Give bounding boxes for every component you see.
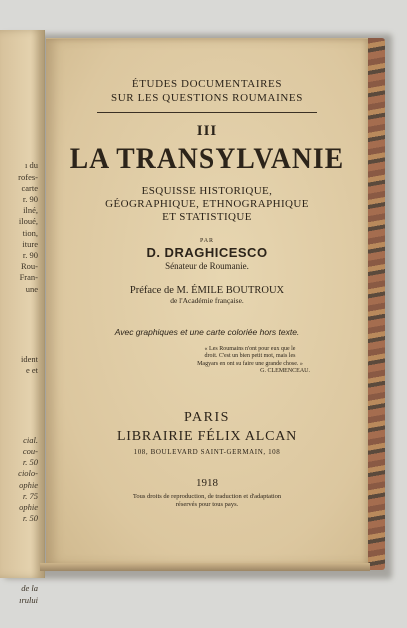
publisher-name: LIBRAIRIE FÉLIX ALCAN [116,428,298,444]
volume-number: III [196,123,218,139]
epigraph-quote [170,346,330,376]
left-page-line: iloué, [18,216,38,227]
quote-line3: Magyars en ont su faire une grande chose. » [197,360,303,367]
left-page-line: iture [22,238,38,249]
quote-line2: droit. C'est un bien petit mot, mais les [204,353,296,360]
publisher-address: 108, BOULEVARD SAINT-GERMAIN, 108 [133,447,281,456]
quote-line1: « Les Roumains n'ont pour eux que le [204,346,296,352]
book-subtitle [46,185,368,224]
left-page-line: Rou- [21,261,38,272]
series-title-line2: SUR LES QUESTIONS ROUMAINES [111,92,303,104]
author-role: Sénateur de Roumanie. [165,261,249,271]
left-page-line: Fran- [19,272,38,283]
left-page-line: r. 90 [22,194,38,205]
quote-author: G. CLEMENCEAU. [260,368,310,375]
left-page-line: ırului [19,594,38,605]
left-page-line: ident [21,353,38,364]
divider-rule [97,112,317,113]
title-page-content [46,77,368,509]
preface-credit: Préface de M. ÉMILE BOUTROUX [129,285,285,296]
left-page-line: cial. [23,434,38,445]
publisher-city: PARIS [184,409,230,425]
left-page-line: tion, [22,227,38,238]
left-facing-page [0,30,45,605]
rights-line2: réservés pour tous pays. [175,500,239,508]
rights-line1: Tous droits de reproduction, de traduction et d'adaptation [132,492,282,500]
left-page-line: ilné, [23,205,38,216]
book-bottom-edge [40,563,370,571]
left-text-block-c [0,435,38,525]
book-spine-edge [365,38,385,570]
author-name: D. DRAGHICESCO [146,245,268,260]
left-text-block-b [0,354,38,376]
left-text-block-d [0,583,38,605]
preface-role: de l'Académie française. [170,296,244,305]
book-title: LA TRANSYLVANIE [69,142,345,175]
illustrations-note: Avec graphiques et une carte coloriée hors texte. [114,327,300,337]
left-page-line: ı du [25,160,38,171]
left-page-text [0,138,38,628]
left-page-line: r. 50 [22,457,38,468]
left-page-line: ciolo- [18,468,38,479]
series-title-line1: ÉTUDES DOCUMENTAIRES [131,78,283,90]
publication-year: 1918 [196,476,218,489]
left-page-line: rofes- [18,171,38,182]
left-page-line: r. 50 [22,513,38,524]
left-page-line: carte [21,182,38,193]
par-label: PAR [199,238,215,244]
left-page-line: e et [25,364,38,375]
title-page [46,38,368,565]
subtitle-line1: ESQUISSE HISTORIQUE, [141,185,273,197]
left-text-block-a [0,160,38,294]
subtitle-line3: ET STATISTIQUE [162,211,252,223]
left-page-line: ophie [19,479,38,490]
left-page-line: r. 90 [22,250,38,261]
rights-notice [46,493,368,509]
left-page-line: une [25,283,38,294]
left-page-line: ophie [19,502,38,513]
left-page-line: de la [21,583,38,594]
left-page-line: cou- [22,446,38,457]
subtitle-line2: GÉOGRAPHIQUE, ETHNOGRAPHIQUE [105,198,309,210]
left-page-line: r. 75 [22,490,38,501]
